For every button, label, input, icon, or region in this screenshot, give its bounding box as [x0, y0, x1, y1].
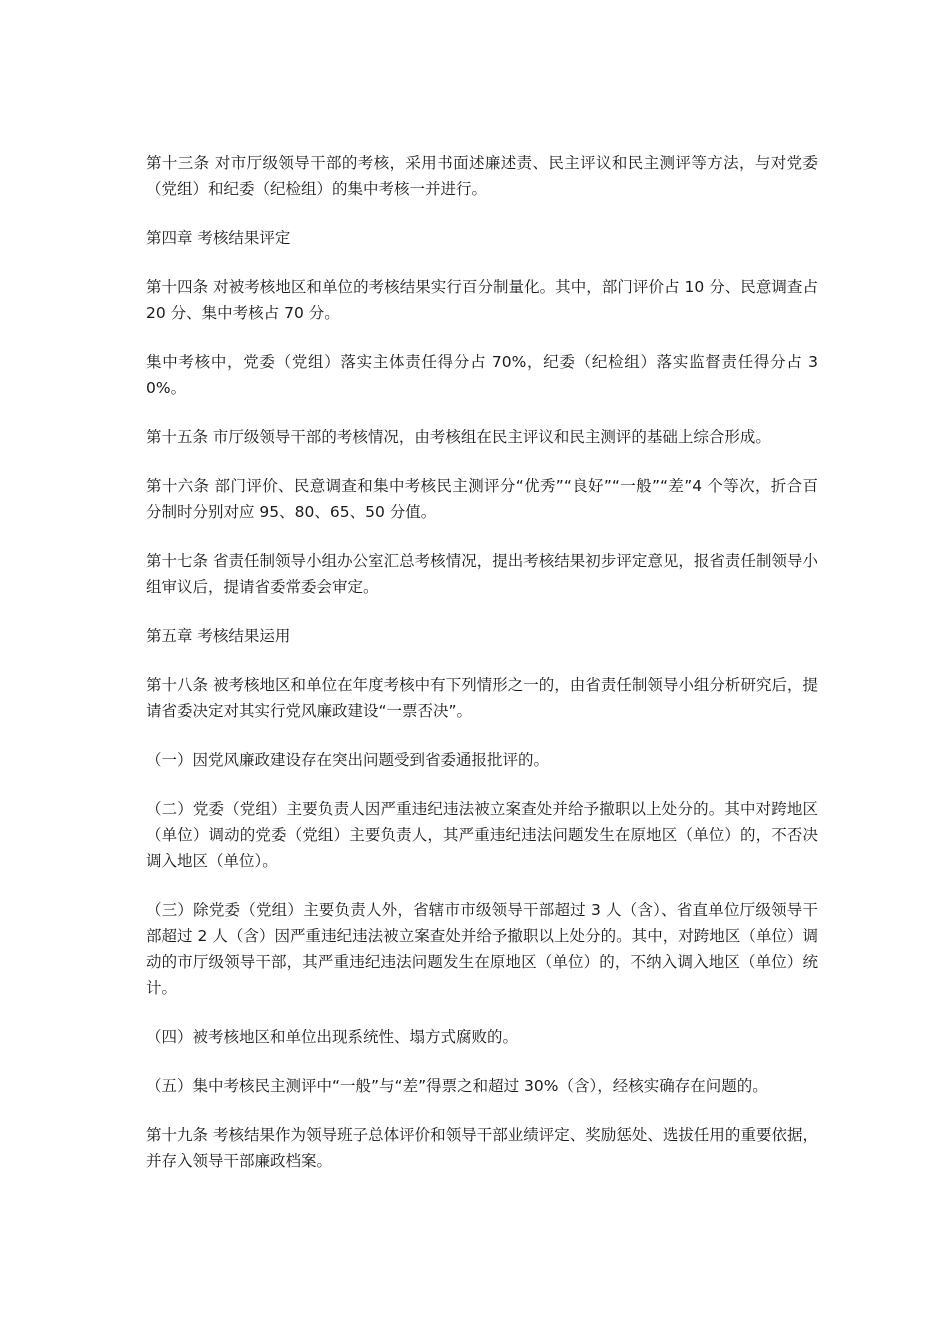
article-14-detail: 集中考核中，党委（党组）落实主体责任得分占 70%，纪委（纪检组）落实监督责任得分占 30%。 — [146, 353, 818, 397]
document-body — [146, 150, 818, 1197]
article-15: 第十五条 市厅级领导干部的考核情况，由考核组在民主评议和民主测评的基础上综合形成。 — [146, 428, 771, 446]
article-18-item-3: （三）除党委（党组）主要负责人外，省辖市市级领导干部超过 3 人（含）、省直单位厅级领导干部超过 2 人（含）因严重违纪违法被立案查处并给予撤职以上处分的。其中，对跨地区（单位）调动的市厅级领导干部，其严重违纪违法问题发生在原地区（单位）的，不纳入调入地区（单位）统计。 — [146, 901, 818, 997]
article-19: 第十九条 考核结果作为领导班子总体评价和领导干部业绩评定、奖励惩处、选拔任用的重要依据，并存入领导干部廉政档案。 — [146, 1126, 818, 1170]
article-18: 第十八条 被考核地区和单位在年度考核中有下列情形之一的，由省责任制领导小组分析研究后，提请省委决定对其实行党风廉政建设“一票否决”。 — [146, 676, 818, 720]
chapter-4-heading: 第四章 考核结果评定 — [146, 229, 291, 247]
article-17: 第十七条 省责任制领导小组办公室汇总考核情况，提出考核结果初步评定意见，报省责任制领导小组审议后，提请省委常委会审定。 — [146, 552, 818, 596]
article-18-item-2: （二）党委（党组）主要负责人因严重违纪违法被立案查处并给予撤职以上处分的。其中对跨地区（单位）调动的党委（党组）主要负责人，其严重违纪违法问题发生在原地区（单位）的，不否决调入地区（单位）。 — [146, 800, 818, 870]
article-14: 第十四条 对被考核地区和单位的考核结果实行百分制量化。其中，部门评价占 10 分、民意调查占 20 分、集中考核占 70 分。 — [146, 278, 818, 322]
article-18-item-4: （四）被考核地区和单位出现系统性、塌方式腐败的。 — [146, 1028, 519, 1046]
article-18-item-5: （五）集中考核民主测评中“一般”与“差”得票之和超过 30%（含），经核实确存在问题的。 — [146, 1077, 768, 1095]
article-16: 第十六条 部门评价、民意调查和集中考核民主测评分“优秀”“良好”“一般”“差”4 个等次，折合百分制时分别对应 95、80、65、50 分值。 — [146, 477, 818, 521]
chapter-5-heading: 第五章 考核结果运用 — [146, 627, 291, 645]
article-13: 第十三条 对市厅级领导干部的考核，采用书面述廉述责、民主评议和民主测评等方法，与对党委（党组）和纪委（纪检组）的集中考核一并进行。 — [146, 154, 818, 198]
article-18-item-1: （一）因党风廉政建设存在突出问题受到省委通报批评的。 — [146, 751, 550, 769]
